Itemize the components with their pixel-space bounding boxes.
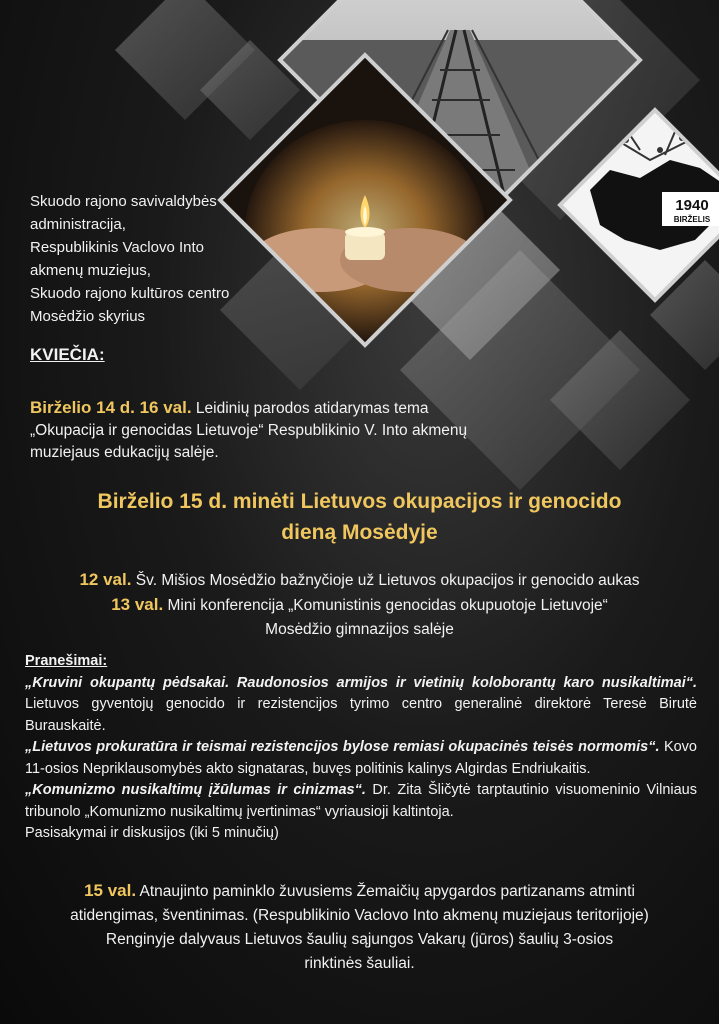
event-time: 15 val. [84, 881, 137, 900]
schedule-text: Šv. Mišios Mosėdžio bažnyčioje už Lietuvos okupacijos ir genocido aukas [135, 572, 640, 589]
event-june14 [30, 397, 550, 464]
emblem-month: BIRŽELIS [673, 215, 711, 224]
emblem-year: 1940 [675, 197, 709, 214]
organizer-line: administracija, [30, 216, 126, 233]
event-text: Leidinių parodos atidarymas tema [195, 400, 429, 417]
schedule-text: Mini konferencija „Komunistinis genocidas okupuotoje Lietuvoje“ [167, 597, 608, 614]
report-text: Kovo 11-osios Nepriklausomybės akto signataras, buvęs politinis kalinys Algirdas Endriukaitis. [25, 739, 697, 777]
event-text: „Okupacija ir genocidas Lietuvoje“ Respublikinio V. Into akmenų [30, 422, 468, 439]
schedule-time: 13 val. [111, 595, 164, 614]
main-heading [0, 486, 719, 548]
organizer-line: akmenų muziejus, [30, 262, 151, 279]
heading-line: Birželio 15 d. minėti Lietuvos okupacijos ir genocido [97, 490, 622, 513]
heading-line: dieną Mosėdyje [281, 521, 438, 544]
event-time: Birželio 14 d. 16 val. [30, 398, 192, 417]
schedule-time: 12 val. [79, 570, 132, 589]
report-item [25, 737, 697, 780]
event-text: Atnaujinto paminklo žuvusiems Žemaičių apygardos partizanams atminti [139, 883, 635, 900]
organizer-line: Skuodo rajono kultūros centro [30, 285, 230, 302]
report-title: „Lietuvos prokuratūra ir teismai rezistencijos bylose remiasi okupacinės teisės normomis“. [25, 739, 660, 755]
organizer-line: Respublikinis Vaclovo Into [30, 239, 204, 256]
report-text: Lietuvos gyventojų genocido ir rezistencijos tyrimo centro generalinė direktorė Teresė Birutė Burauskaitė. [25, 696, 697, 734]
report-item [25, 780, 697, 823]
discussion-note: Pasisakymai ir diskusijos (iki 5 minučių) [25, 825, 279, 841]
event-text: Renginyje dalyvaus Lietuvos šaulių sąjungos Vakarų (jūros) šaulių 3-osios [105, 931, 614, 948]
organizer-line: Skuodo rajono savivaldybės [30, 193, 217, 210]
event-text: rinktinės šauliai. [304, 955, 415, 972]
organizer-line: Mosėdžio skyrius [30, 308, 146, 325]
event-text: muziejaus edukacijų salėje. [30, 444, 219, 461]
report-item [25, 673, 697, 738]
schedule-text: Mosėdžio gimnazijos salėje [265, 621, 454, 638]
report-title: „Kruvini okupantų pėdsakai. Raudonosios armijos ir vietinių koloborantų karo nusikaltimai“. [25, 674, 697, 691]
event-15h [20, 879, 699, 976]
organizers-block [30, 190, 290, 328]
reports-label: Pranešimai: [25, 653, 108, 669]
report-text: Dr. Zita Šličytė tarptautinio visuomeninio Vilniaus tribunolo „Komunizmo nusikaltimų įvertinimas“ vyriausioji kaltintoja. [25, 782, 697, 820]
invite-heading: KVIEČIA: [30, 345, 105, 364]
schedule-block [0, 568, 719, 642]
event-text: atidengimas, šventinimas. (Respublikinio Vaclovo Into akmenų muziejaus teritorijoje) [70, 907, 649, 924]
report-title: „Komunizmo nusikaltimų įžūlumas ir cinizmas“. [25, 782, 366, 798]
reports-block [25, 651, 697, 845]
